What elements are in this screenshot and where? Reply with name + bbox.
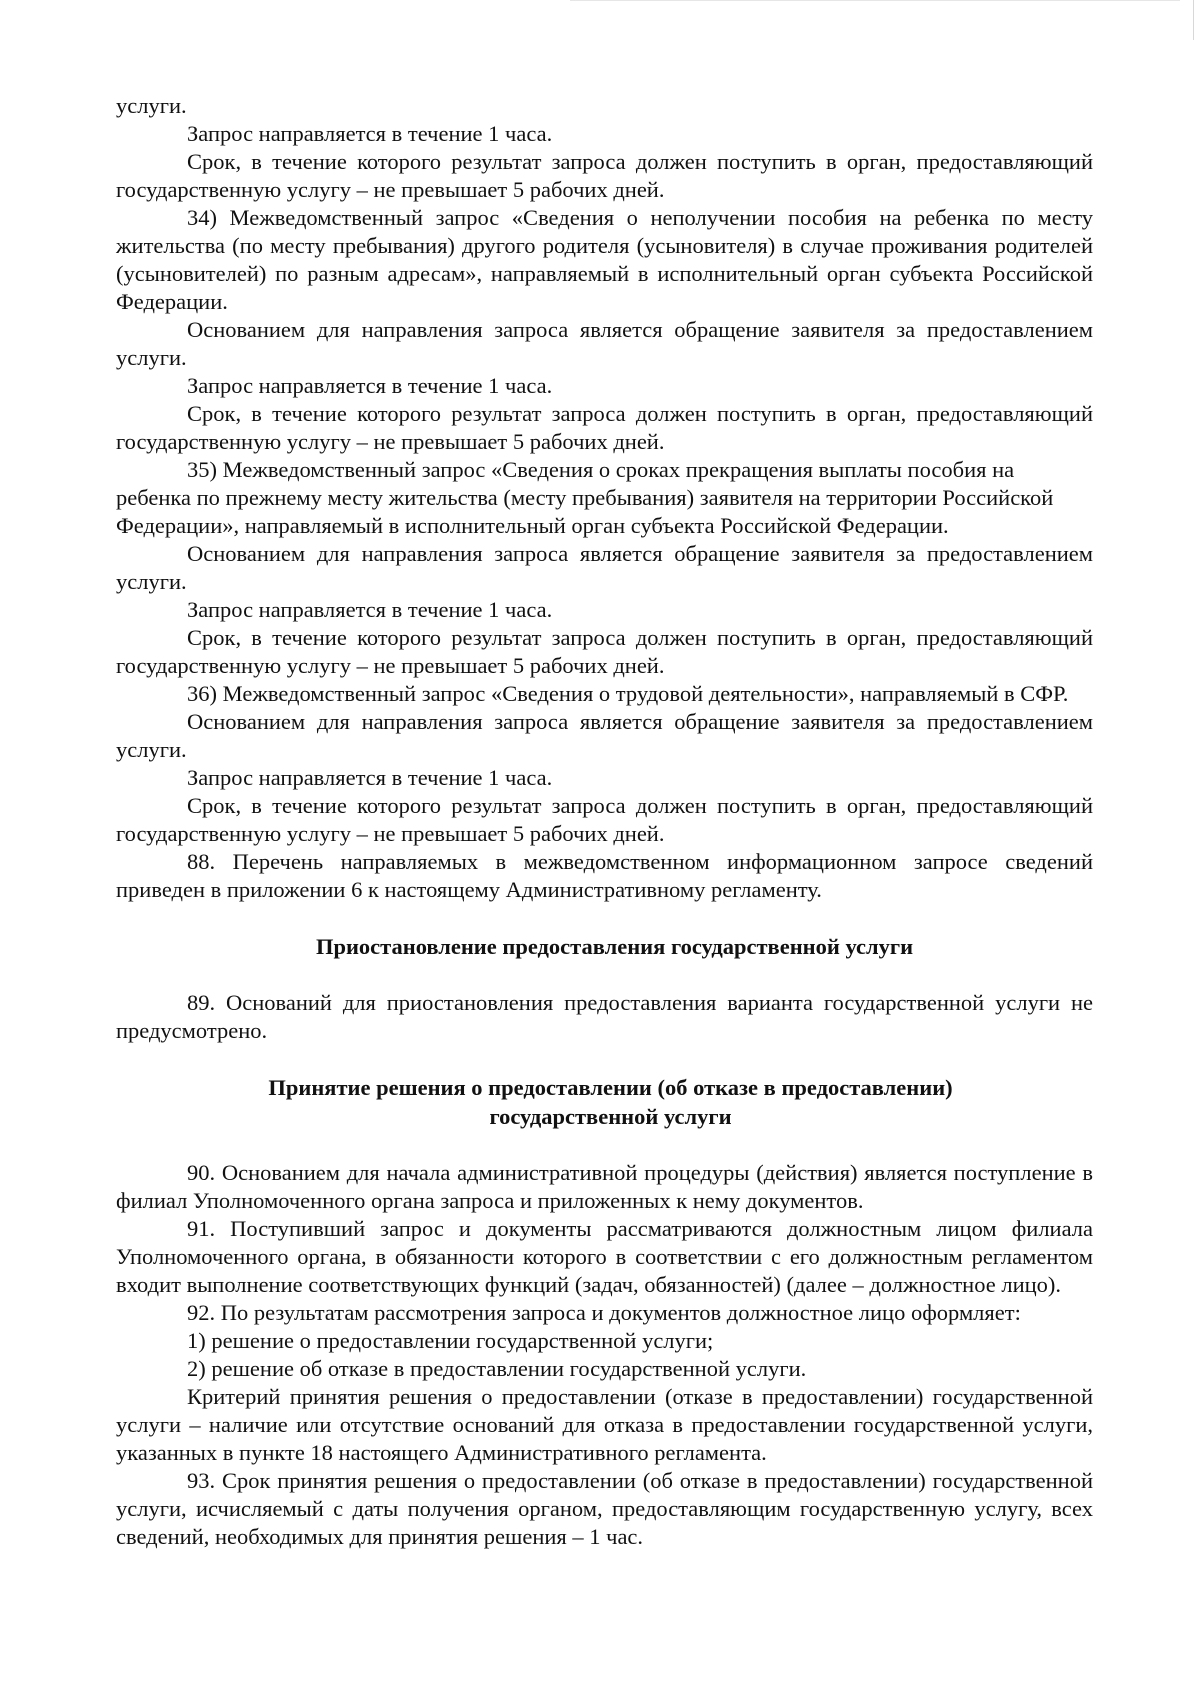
paragraph: 88. Перечень направляемых в межведомственном информационном запросе сведений приведен в приложении 6 к настоящему Административному регламенту. <box>116 849 1093 902</box>
paragraph: Запрос направляется в течение 1 часа. <box>187 121 553 146</box>
paragraph: 91. Поступивший запрос и документы рассматриваются должностным лицом филиала Уполномоченного органа, в обязанности которого в соответствии с его должностным регламентом входит выполнение соответствующих функций (задач, обязанностей) (далее – должностное лицо). <box>116 1216 1093 1297</box>
paragraph-group-suspension <box>116 989 1093 1045</box>
scan-edge-line <box>570 0 1180 1</box>
paragraph: Основанием для направления запроса является обращение заявителя за предоставлением услуги. <box>116 317 1093 370</box>
scan-corner-mark <box>1193 0 1200 40</box>
paragraph: Критерий принятия решения о предоставлении (отказе в предоставлении) государственной услуги – наличие или отсутствие оснований для отказа в предоставлении государственной услуги, указанных в пункте 18 настоящего Административного регламента. <box>116 1384 1093 1465</box>
section-heading-decision <box>116 1073 1093 1131</box>
paragraph: Срок, в течение которого результат запроса должен поступить в орган, предоставляющий государственную услугу – не превышает 5 рабочих дней. <box>116 625 1093 678</box>
section-heading-decision-line1: Принятие решения о предоставлении (об отказе в предоставлении) <box>268 1075 953 1100</box>
document-body <box>116 92 1093 1551</box>
paragraph: 1) решение о предоставлении государственной услуги; <box>187 1328 714 1353</box>
paragraph: 35) Межведомственный запрос «Сведения о сроках прекращения выплаты пособия на ребенка по прежнему месту жительства (месту пребывания) заявителя на территории Российской Федерации», направляемый в исполнительный орган субъекта Российской Федерации. <box>116 457 1054 538</box>
section-heading-decision-line2: государственной услуги <box>489 1104 732 1129</box>
paragraph: 92. По результатам рассмотрения запроса и документов должностное лицо оформляет: <box>187 1300 1021 1325</box>
paragraph: Основанием для направления запроса является обращение заявителя за предоставлением услуги. <box>116 709 1093 762</box>
section-heading-suspension: Приостановление предоставления государственной услуги <box>315 934 914 959</box>
paragraph: 93. Срок принятия решения о предоставлении (об отказе в предоставлении) государственной услуги, исчисляемый с даты получения органом, предоставляющим государственную услугу, всех сведений, необходимых для принятия решения – 1 час. <box>116 1468 1093 1549</box>
paragraph: 90. Основанием для начала административной процедуры (действия) является поступление в филиал Уполномоченного органа запроса и приложенных к нему документов. <box>116 1160 1093 1213</box>
paragraph: 89. Оснований для приостановления предоставления варианта государственной услуги не предусмотрено. <box>116 990 1093 1043</box>
paragraph: Запрос направляется в течение 1 часа. <box>187 373 553 398</box>
paragraph: Запрос направляется в течение 1 часа. <box>187 597 553 622</box>
paragraph-group-requests <box>116 92 1093 904</box>
paragraph: Запрос направляется в течение 1 часа. <box>187 765 553 790</box>
paragraph: 34) Межведомственный запрос «Сведения о неполучении пособия на ребенка по месту жительства (по месту пребывания) другого родителя (усыновителя) в случае проживания родителей (усыновителей) по разным адресам», направляемый в исполнительный орган субъекта Российской Федерации. <box>116 205 1093 314</box>
paragraph: 2) решение об отказе в предоставлении государственной услуги. <box>187 1356 807 1381</box>
paragraph: Срок, в течение которого результат запроса должен поступить в орган, предоставляющий государственную услугу – не превышает 5 рабочих дней. <box>116 149 1093 202</box>
paragraph-group-decision <box>116 1159 1093 1551</box>
paragraph: услуги. <box>116 93 187 118</box>
paragraph: Срок, в течение которого результат запроса должен поступить в орган, предоставляющий государственную услугу – не превышает 5 рабочих дней. <box>116 401 1093 454</box>
paragraph: Срок, в течение которого результат запроса должен поступить в орган, предоставляющий государственную услугу – не превышает 5 рабочих дней. <box>116 793 1093 846</box>
paragraph: 36) Межведомственный запрос «Сведения о трудовой деятельности», направляемый в СФР. <box>187 681 1069 706</box>
paragraph: Основанием для направления запроса является обращение заявителя за предоставлением услуги. <box>116 541 1093 594</box>
